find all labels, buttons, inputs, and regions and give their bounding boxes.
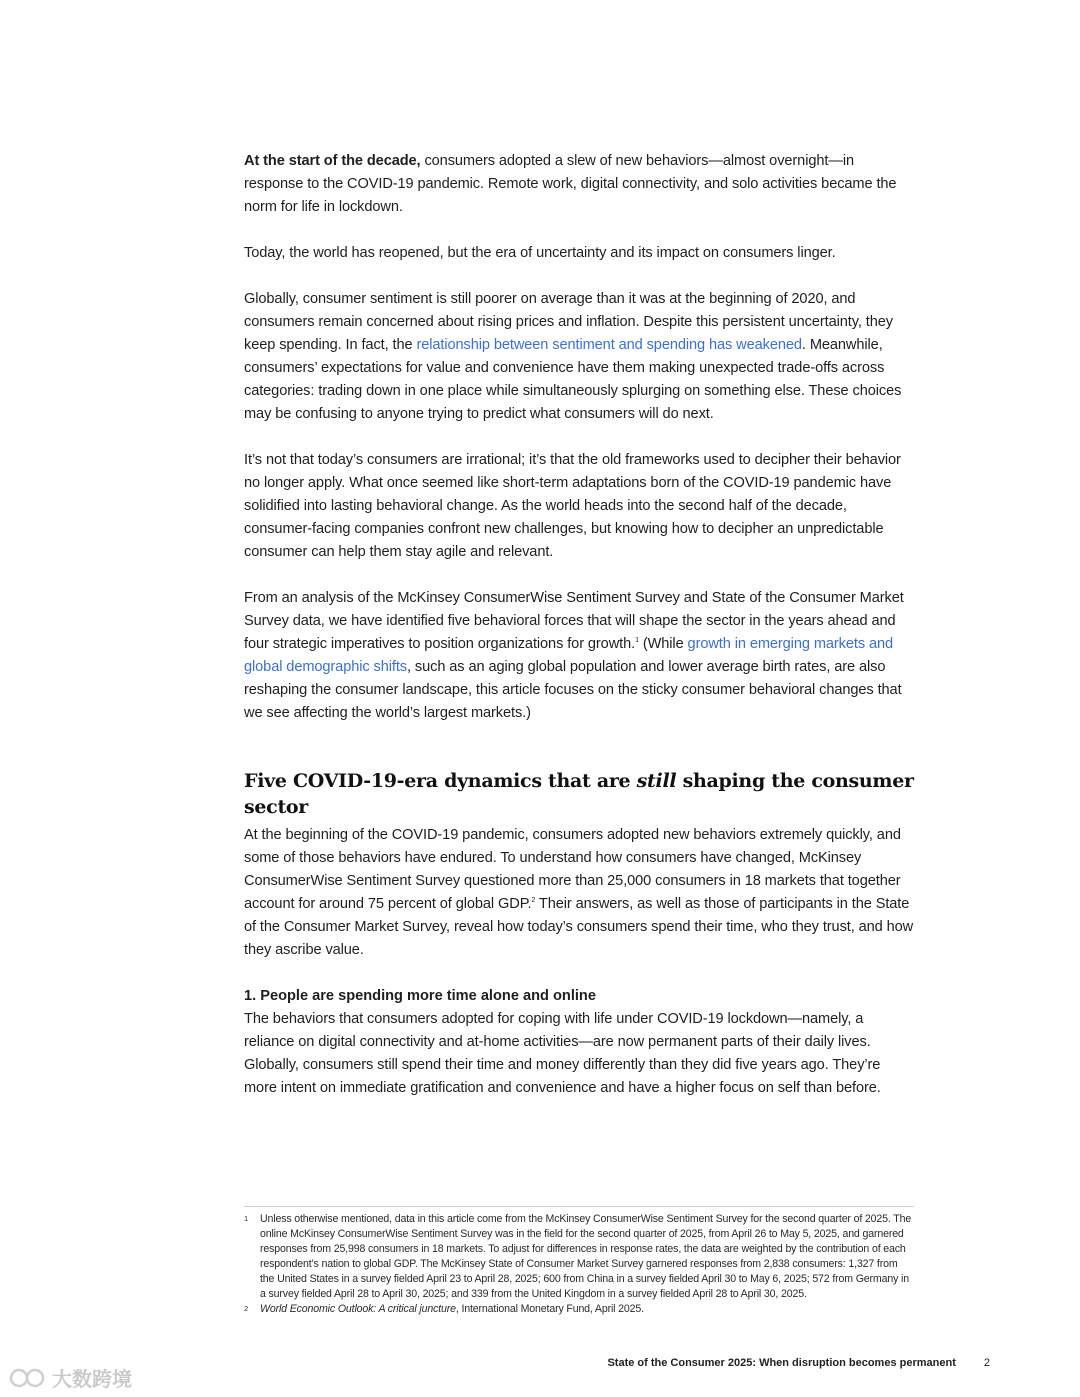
paragraph-5-text-c: , such as an aging global population and lower average birth rates, are also reshaping the consumer landscape, this article focuses on the sticky consumer behavioral changes that we see affecting the world’s largest markets.)	[244, 659, 902, 721]
footnote-ref-2[interactable]: 2	[531, 897, 536, 905]
intro-lead: At the start of the decade,	[244, 153, 421, 169]
paragraph-3	[244, 288, 916, 426]
intro-text: consumers adopted a slew of new behaviors—almost overnight—in response to the COVID-19 pandemic. Remote work, digital connectivity, and solo activities became the norm for life in lockdown.	[244, 153, 897, 215]
paragraph-5-text-a: From an analysis of the McKinsey ConsumerWise Sentiment Survey and State of the Consumer Market Survey data, we have identified five behavioral forces that will shape the sector in the years ahead and four strategic imperatives to position organizations for growth.	[244, 590, 904, 652]
watermark-text: 大数跨境	[52, 1369, 132, 1391]
footnote-2	[244, 1302, 914, 1317]
footnote-1-number: 1	[244, 1214, 249, 1223]
paragraph-5-text-b: (While	[638, 636, 688, 652]
watermark-logo-icon	[8, 1367, 48, 1389]
paragraph-3-text-b: . Meanwhile, consumers’ expectations for value and convenience have them making unexpected trade-offs across categories: trading down in one place while simultaneously splurging on something else. These choices may be confusing to anyone trying to predict what consumers will do next.	[244, 337, 902, 422]
paragraph-6	[244, 824, 916, 962]
footnote-1	[244, 1212, 914, 1302]
footnote-2-number: 2	[244, 1304, 249, 1313]
paragraph-4: It’s not that today’s consumers are irrational; it’s that the old frameworks used to decipher their behavior no longer apply. What once seemed like short-term adaptations born of the COVID-19 pandemic have solidified into lasting behavioral change. As the world heads into the second half of the decade, consumer-facing companies confront new challenges, but knowing how to decipher an unpredictable consumer can help them stay agile and relevant.	[244, 452, 901, 560]
article-body	[244, 150, 916, 1123]
paragraph-6-text-b: Their answers, as well as those of participants in the State of the Consumer Market Survey, reveal how today’s consumers spend their time, who they trust, and how they ascribe value.	[244, 896, 914, 958]
paragraph-2: Today, the world has reopened, but the era of uncertainty and its impact on consumers linger.	[244, 245, 836, 261]
heading-text-b: shaping the consumer sector	[244, 770, 914, 818]
sentiment-spending-link[interactable]: relationship between sentiment and spending has weakened	[416, 337, 802, 353]
watermark	[8, 1363, 132, 1392]
footnote-ref-1[interactable]: 1	[635, 637, 639, 645]
page-footer	[607, 1357, 990, 1369]
paragraph-5	[244, 587, 916, 725]
heading-emphasis: still	[636, 770, 677, 792]
intro-paragraph	[244, 150, 916, 219]
heading-text-a: Five COVID-19-era dynamics that are	[244, 770, 637, 792]
subsection-heading: 1. People are spending more time alone and online	[244, 988, 596, 1004]
emerging-markets-link[interactable]: growth in emerging markets and global demographic shifts	[244, 636, 894, 675]
section-heading	[244, 768, 916, 820]
page-number: 2	[983, 1357, 990, 1369]
footer-title: State of the Consumer 2025: When disruption becomes permanent	[607, 1357, 956, 1369]
paragraph-3-text-a: Globally, consumer sentiment is still poorer on average than it was at the beginning of 2020, and consumers remain concerned about rising prices and inflation. Despite this persistent uncertainty, they keep spending. In fact, the	[244, 291, 893, 353]
paragraph-6-text-a: At the beginning of the COVID-19 pandemic, consumers adopted new behaviors extremely quickly, and some of those behaviors have endured. To understand how consumers have changed, McKinsey ConsumerWise Sentiment Survey questioned more than 25,000 consumers in 18 markets that together account for around 75 percent of global GDP.	[244, 827, 901, 912]
footnote-2-title: World Economic Outlook: A critical juncture	[260, 1303, 456, 1315]
footnote-2-text: , International Monetary Fund, April 2025.	[455, 1303, 644, 1315]
footnote-1-text: Unless otherwise mentioned, data in this article come from the McKinsey ConsumerWise Sentiment Survey for the second quarter of 2025. The online McKinsey ConsumerWise Sentiment Survey was in the field for the second quarter of 2025, from April 26 to May 5, 2025, and garnered responses from 25,998 consumers in 18 markets. To adjust for differences in response rates, the data are weighted by the contribution of each respondent’s nation to global GDP. The McKinsey State of Consumer Market Survey garnered responses from 2,838 consumers: 1,327 from the United States in a survey fielded April 23 to April 28, 2025; 600 from China in a survey fielded April 30 to May 6, 2025; 572 from Germany in a survey fielded April 28 to April 30, 2025; and 339 from the United Kingdom in a survey fielded April 28 to April 30, 2025.	[260, 1213, 912, 1300]
paragraph-7: The behaviors that consumers adopted for coping with life under COVID-19 lockdown—namely, a reliance on digital connectivity and at-home activities—are now permanent parts of their daily lives. Globally, consumers still spend their time and money differently than they did five years ago. They’re more intent on immediate gratification and convenience and have a higher focus on self than before.	[244, 1011, 881, 1096]
footnotes	[244, 1206, 914, 1317]
